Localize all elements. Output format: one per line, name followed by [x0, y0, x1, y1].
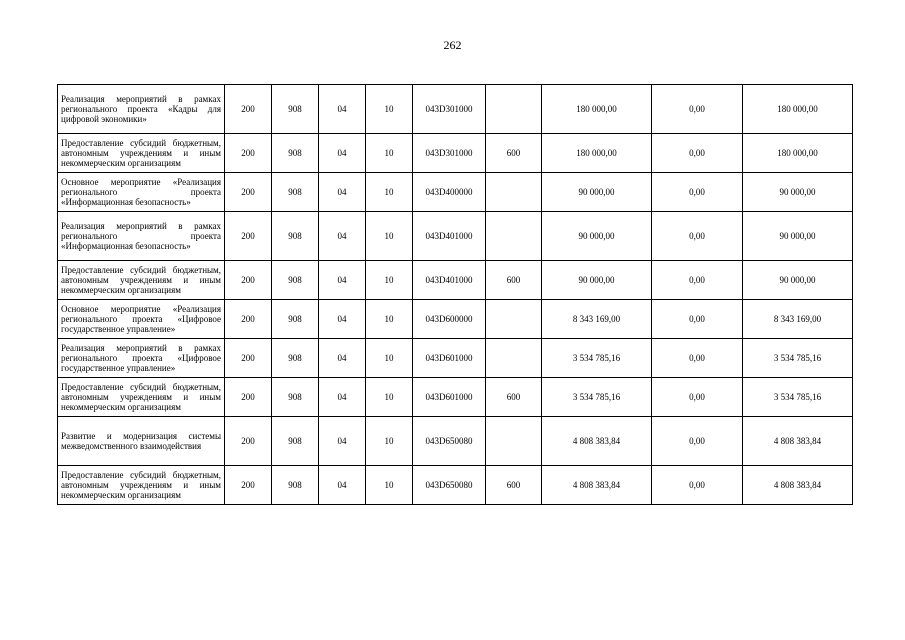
cell-col3: 04	[319, 85, 366, 134]
cell-col4: 10	[366, 339, 413, 378]
table-row	[58, 378, 853, 417]
cell-amount3: 90 000,00	[743, 173, 853, 212]
cell-vr	[486, 300, 542, 339]
cell-code: 043D400000	[413, 173, 486, 212]
cell-amount3: 90 000,00	[743, 261, 853, 300]
cell-col1: 200	[225, 466, 272, 505]
cell-col4: 10	[366, 378, 413, 417]
table-row	[58, 134, 853, 173]
cell-col1: 200	[225, 378, 272, 417]
cell-col3: 04	[319, 417, 366, 466]
cell-col1: 200	[225, 134, 272, 173]
cell-col4: 10	[366, 466, 413, 505]
table-row	[58, 417, 853, 466]
budget-table	[57, 84, 853, 505]
table-row	[58, 173, 853, 212]
cell-amount2: 0,00	[652, 134, 743, 173]
cell-col2: 908	[272, 417, 319, 466]
cell-amount2: 0,00	[652, 466, 743, 505]
cell-col2: 908	[272, 134, 319, 173]
cell-col1: 200	[225, 173, 272, 212]
row-description: Развитие и модернизация системы межведомственного взаимодействия	[58, 417, 225, 466]
cell-col1: 200	[225, 300, 272, 339]
cell-amount1: 8 343 169,00	[542, 300, 652, 339]
cell-code: 043D601000	[413, 339, 486, 378]
cell-code: 043D650080	[413, 417, 486, 466]
cell-col2: 908	[272, 212, 319, 261]
cell-col1: 200	[225, 212, 272, 261]
cell-amount1: 90 000,00	[542, 212, 652, 261]
cell-amount3: 90 000,00	[743, 212, 853, 261]
cell-col2: 908	[272, 378, 319, 417]
cell-vr	[486, 339, 542, 378]
cell-amount1: 4 808 383,84	[542, 417, 652, 466]
cell-col4: 10	[366, 173, 413, 212]
cell-col3: 04	[319, 466, 366, 505]
cell-vr: 600	[486, 466, 542, 505]
cell-vr	[486, 212, 542, 261]
cell-code: 043D401000	[413, 261, 486, 300]
cell-col3: 04	[319, 378, 366, 417]
cell-amount1: 90 000,00	[542, 173, 652, 212]
cell-amount2: 0,00	[652, 212, 743, 261]
cell-amount1: 3 534 785,16	[542, 378, 652, 417]
cell-col2: 908	[272, 85, 319, 134]
cell-vr	[486, 85, 542, 134]
cell-col3: 04	[319, 300, 366, 339]
cell-amount2: 0,00	[652, 173, 743, 212]
cell-code: 043D601000	[413, 378, 486, 417]
cell-col4: 10	[366, 134, 413, 173]
table-row	[58, 300, 853, 339]
table-row	[58, 212, 853, 261]
cell-amount3: 8 343 169,00	[743, 300, 853, 339]
cell-code: 043D301000	[413, 134, 486, 173]
table-row	[58, 261, 853, 300]
cell-vr: 600	[486, 261, 542, 300]
cell-col1: 200	[225, 261, 272, 300]
cell-code: 043D301000	[413, 85, 486, 134]
cell-col4: 10	[366, 300, 413, 339]
row-description: Предоставление субсидий бюджетным, автономным учреждениям и иным некоммерческим организациям	[58, 378, 225, 417]
cell-code: 043D650080	[413, 466, 486, 505]
cell-amount3: 4 808 383,84	[743, 466, 853, 505]
cell-amount2: 0,00	[652, 85, 743, 134]
cell-vr: 600	[486, 378, 542, 417]
row-description: Предоставление субсидий бюджетным, автономным учреждениям и иным некоммерческим организациям	[58, 466, 225, 505]
cell-vr	[486, 173, 542, 212]
table-row	[58, 85, 853, 134]
row-description: Основное мероприятие «Реализация регионального проекта «Цифровое государственное управление»	[58, 300, 225, 339]
cell-amount1: 180 000,00	[542, 134, 652, 173]
row-description: Реализация мероприятий в рамках регионального проекта «Кадры для цифровой экономики»	[58, 85, 225, 134]
cell-col4: 10	[366, 85, 413, 134]
cell-col3: 04	[319, 173, 366, 212]
cell-col1: 200	[225, 85, 272, 134]
cell-col1: 200	[225, 339, 272, 378]
cell-col2: 908	[272, 339, 319, 378]
cell-col3: 04	[319, 261, 366, 300]
row-description: Основное мероприятие «Реализация регионального проекта «Информационная безопасность»	[58, 173, 225, 212]
page-number: 262	[443, 38, 462, 52]
cell-code: 043D600000	[413, 300, 486, 339]
cell-col4: 10	[366, 261, 413, 300]
cell-vr	[486, 417, 542, 466]
cell-amount2: 0,00	[652, 339, 743, 378]
table-row	[58, 339, 853, 378]
cell-amount1: 90 000,00	[542, 261, 652, 300]
cell-amount2: 0,00	[652, 261, 743, 300]
cell-col3: 04	[319, 212, 366, 261]
cell-amount3: 3 534 785,16	[743, 339, 853, 378]
cell-col3: 04	[319, 134, 366, 173]
cell-amount1: 180 000,00	[542, 85, 652, 134]
cell-amount3: 3 534 785,16	[743, 378, 853, 417]
cell-col2: 908	[272, 173, 319, 212]
row-description: Реализация мероприятий в рамках регионального проекта «Цифровое государственное управление»	[58, 339, 225, 378]
row-description: Предоставление субсидий бюджетным, автономным учреждениям и иным некоммерческим организациям	[58, 261, 225, 300]
cell-amount1: 4 808 383,84	[542, 466, 652, 505]
row-description: Реализация мероприятий в рамках регионального проекта «Информационная безопасность»	[58, 212, 225, 261]
cell-amount1: 3 534 785,16	[542, 339, 652, 378]
cell-col4: 10	[366, 212, 413, 261]
cell-col3: 04	[319, 339, 366, 378]
row-description: Предоставление субсидий бюджетным, автономным учреждениям и иным некоммерческим организациям	[58, 134, 225, 173]
cell-col2: 908	[272, 261, 319, 300]
cell-col2: 908	[272, 466, 319, 505]
cell-amount3: 4 808 383,84	[743, 417, 853, 466]
cell-amount3: 180 000,00	[743, 134, 853, 173]
cell-amount2: 0,00	[652, 378, 743, 417]
cell-code: 043D401000	[413, 212, 486, 261]
cell-amount2: 0,00	[652, 417, 743, 466]
cell-col4: 10	[366, 417, 413, 466]
cell-amount3: 180 000,00	[743, 85, 853, 134]
cell-col1: 200	[225, 417, 272, 466]
cell-vr: 600	[486, 134, 542, 173]
cell-amount2: 0,00	[652, 300, 743, 339]
cell-col2: 908	[272, 300, 319, 339]
table-row	[58, 466, 853, 505]
